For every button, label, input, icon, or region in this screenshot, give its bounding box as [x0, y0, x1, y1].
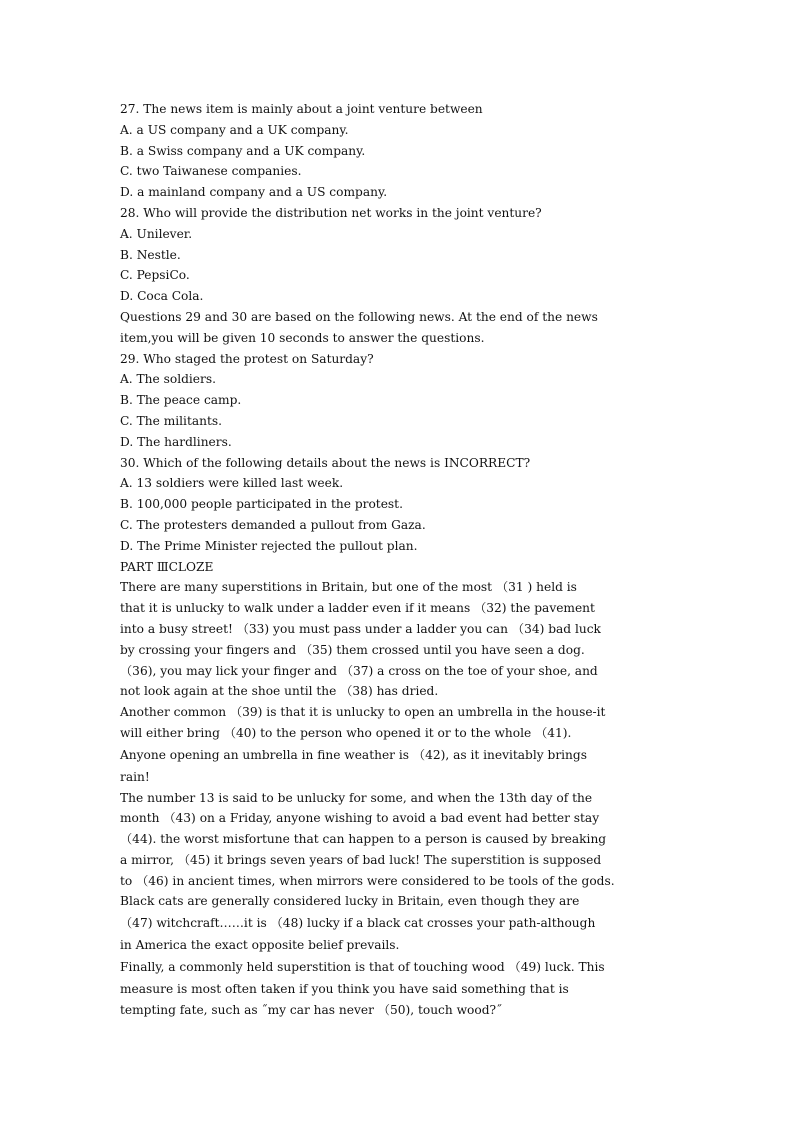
question-27-option-b: B. a Swiss company and a UK company.	[120, 143, 366, 158]
question-30-option-b: B. 100,000 people participated in the protest.	[120, 497, 403, 512]
question-28-option-d: D. Coca Cola.	[120, 289, 204, 304]
cloze-line: Anyone opening an umbrella in fine weather is （42), as it inevitably brings	[120, 747, 587, 762]
cloze-line: to （46) in ancient times, when mirrors were considered to be tools of the gods.	[120, 873, 615, 888]
question-30-option-a: A. 13 soldiers were killed last week.	[120, 476, 344, 491]
cloze-line: The number 13 is said to be unlucky for some, and when the 13th day of the	[120, 790, 593, 805]
cloze-line: a mirror, （45) it brings seven years of bad luck! The superstition is supposed	[120, 852, 602, 867]
questions-29-30-intro-line-2: item,you will be given 10 seconds to answer the questions.	[120, 330, 485, 345]
cloze-heading: PART ⅢCLOZE	[120, 559, 214, 574]
cloze-line: （36), you may lick your finger and （37) a cross on the toe of your shoe, and	[120, 663, 598, 678]
exam-page	[120, 99, 685, 1021]
cloze-line: （44). the worst misfortune that can happen to a person is caused by breaking	[120, 832, 607, 847]
question-29-option-d: D. The hardliners.	[120, 434, 232, 449]
question-29-option-a: A. The soldiers.	[120, 372, 216, 387]
cloze-line: rain!	[120, 769, 150, 784]
cloze-passage	[120, 577, 685, 1020]
cloze-line: will either bring （40) to the person who opened it or to the whole （41).	[120, 725, 572, 740]
question-28-option-b: B. Nestle.	[120, 247, 181, 262]
question-29-stem: 29. Who staged the protest on Saturday?	[120, 351, 374, 366]
question-27-option-d: D. a mainland company and a US company.	[120, 185, 388, 200]
cloze-line: that it is unlucky to walk under a ladder even if it means （32) the pavement	[120, 601, 595, 616]
question-30-stem: 30. Which of the following details about the news is INCORRECT?	[120, 455, 531, 470]
cloze-line: measure is most often taken if you think you have said something that is	[120, 982, 569, 997]
cloze-line: Black cats are generally considered lucky in Britain, even though they are	[120, 894, 580, 909]
question-28-option-a: A. Unilever.	[120, 226, 193, 241]
cloze-line: not look again at the shoe until the （38) has dried.	[120, 684, 439, 699]
question-28-stem: 28. Who will provide the distribution net works in the joint venture?	[120, 205, 542, 220]
question-27-stem: 27. The news item is mainly about a joint venture between	[120, 102, 483, 116]
cloze-line: tempting fate, such as ˝my car has never （50), touch wood?˝	[120, 1002, 503, 1017]
cloze-line: by crossing your fingers and （35) them crossed until you have seen a dog.	[120, 642, 585, 657]
question-30-option-d: D. The Prime Minister rejected the pullout plan.	[120, 538, 418, 553]
cloze-line: month （43) on a Friday, anyone wishing to avoid a bad event had better stay	[120, 811, 600, 826]
question-27-option-a: A. a US company and a UK company.	[120, 122, 349, 137]
cloze-line: into a busy street! （33) you must pass under a ladder you can （34) bad luck	[120, 621, 601, 636]
question-29-option-c: C. The militants.	[120, 413, 222, 428]
cloze-line: Another common （39) is that it is unlucky to open an umbrella in the house-it	[120, 705, 606, 720]
cloze-line: in America the exact opposite belief prevails.	[120, 938, 400, 953]
question-27-option-c: C. two Taiwanese companies.	[120, 164, 302, 179]
questions-29-30-intro-line-1: Questions 29 and 30 are based on the following news. At the end of the news	[120, 309, 598, 324]
question-30-option-c: C. The protesters demanded a pullout from Gaza.	[120, 517, 426, 532]
question-29-option-b: B. The peace camp.	[120, 393, 242, 408]
question-28-option-c: C. PepsiCo.	[120, 268, 190, 283]
cloze-line: There are many superstitions in Britain, but one of the most （31 ) held is	[120, 580, 577, 595]
cloze-line: Finally, a commonly held superstition is that of touching wood （49) luck. This	[120, 960, 605, 975]
cloze-line: （47) witchcraft……it is （48) lucky if a black cat crosses your path-although	[120, 916, 596, 931]
